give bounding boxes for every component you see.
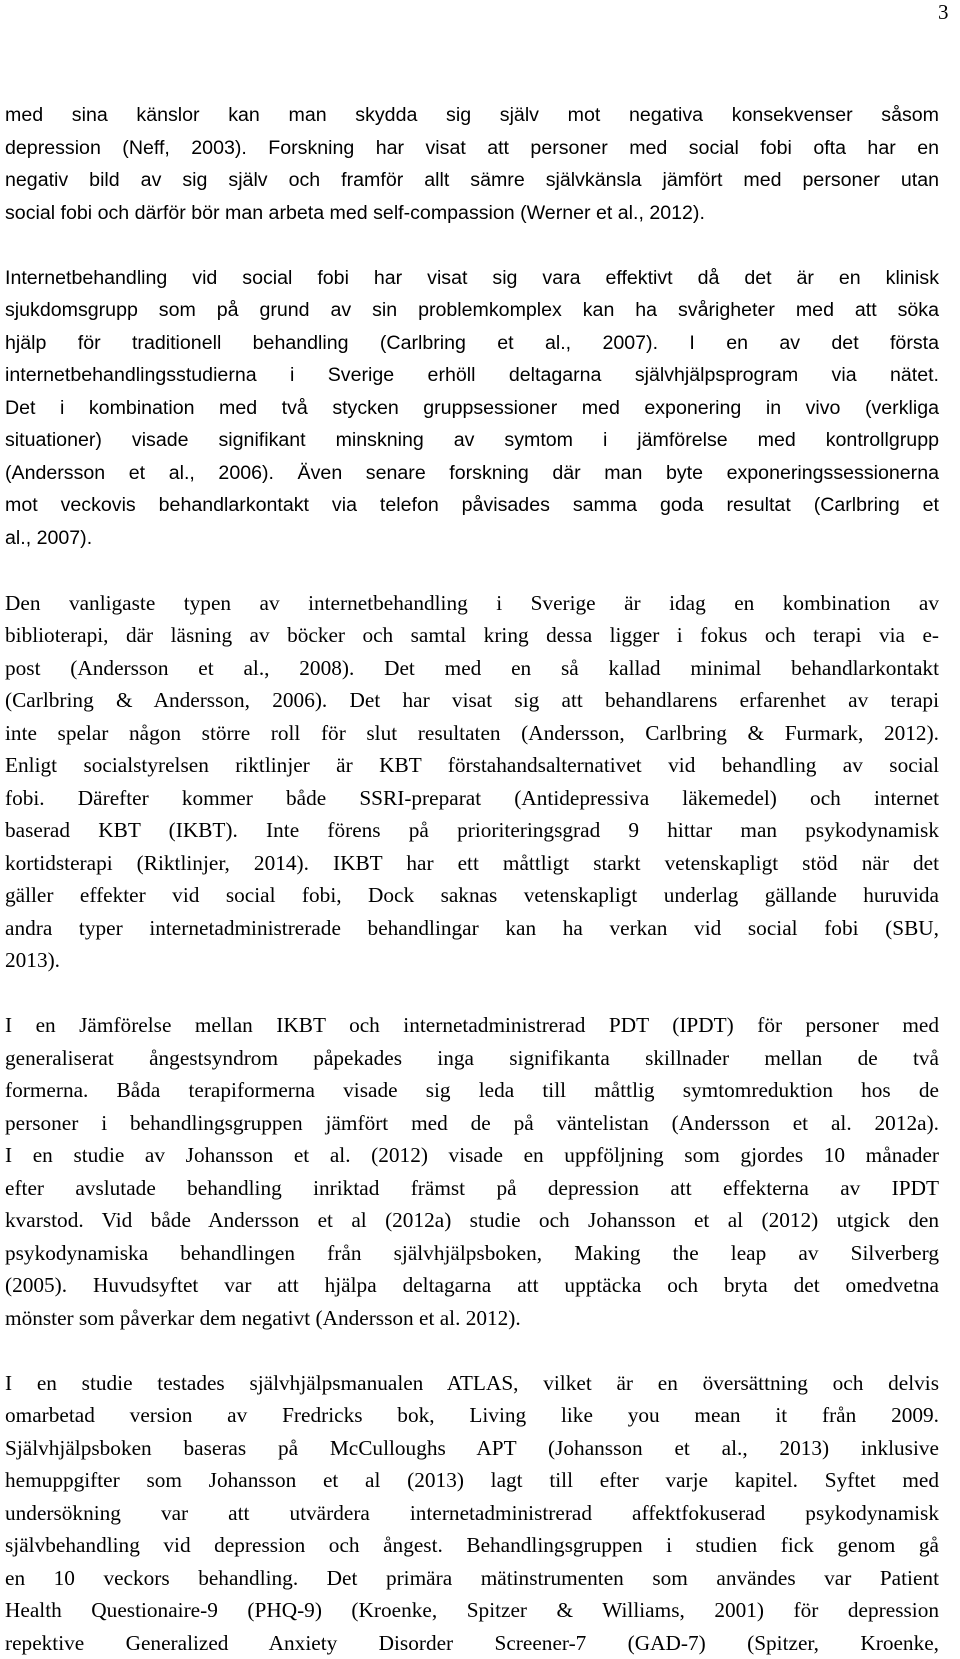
text-line: en 10 veckors behandling. Det primära mätinstrumenten som användes var Patient bbox=[5, 1562, 939, 1595]
document-body bbox=[5, 99, 939, 1659]
text-line: omarbetad version av Fredricks bok, Living like you mean it från 2009. bbox=[5, 1399, 939, 1432]
text-line: kortidsterapi (Riktlinjer, 2014). IKBT har ett måttligt starkt vetenskapligt stöd när det bbox=[5, 847, 939, 880]
paragraph-4 bbox=[5, 1009, 939, 1334]
text-line: al., 2007). bbox=[5, 522, 939, 555]
text-line: social fobi och därför bör man arbeta med self-compassion (Werner et al., 2012). bbox=[5, 197, 939, 230]
text-line: kvarstod. Vid både Andersson et al (2012a) studie och Johansson et al (2012) utgick den bbox=[5, 1204, 939, 1237]
text-line: (Andersson et al., 2006). Även senare forskning där man byte exponeringssessionerna bbox=[5, 457, 939, 490]
paragraph-5 bbox=[5, 1367, 939, 1659]
text-line: Health Questionaire-9 (PHQ-9) (Kroenke, Spitzer & Williams, 2001) för depression bbox=[5, 1594, 939, 1627]
text-line: sjukdomsgrupp som på grund av sin problemkomplex kan ha svårigheter med att söka bbox=[5, 294, 939, 327]
text-line: biblioterapi, där läsning av böcker och samtal kring dessa ligger i fokus och terapi via e- bbox=[5, 619, 939, 652]
text-line: andra typer internetadministrerade behandlingar kan ha verkan vid social fobi (SBU, bbox=[5, 912, 939, 945]
text-line: Internetbehandling vid social fobi har visat sig vara effektivt då det är en klinisk bbox=[5, 262, 939, 295]
text-line: självbehandling vid depression och ångest. Behandlingsgruppen i studien fick genom gå bbox=[5, 1529, 939, 1562]
text-line: Enligt socialstyrelsen riktlinjer är KBT förstahandsalternativet vid behandling av social bbox=[5, 749, 939, 782]
text-line: Det i kombination med två stycken gruppsessioner med exponering in vivo (verkliga bbox=[5, 392, 939, 425]
text-line: efter avslutade behandling inriktad främst på depression att effekterna av IPDT bbox=[5, 1172, 939, 1205]
text-line: mot veckovis behandlarkontakt via telefon påvisades samma goda resultat (Carlbring et bbox=[5, 489, 939, 522]
text-line: 2013). bbox=[5, 944, 939, 977]
text-line: post (Andersson et al., 2008). Det med en så kallad minimal behandlarkontakt bbox=[5, 652, 939, 685]
text-line: repektive Generalized Anxiety Disorder Screener-7 (GAD-7) (Spitzer, Kroenke, bbox=[5, 1627, 939, 1659]
text-line: med sina känslor kan man skydda sig själv mot negativa konsekvenser såsom bbox=[5, 99, 939, 132]
text-line: negativ bild av sig själv och framför allt sämre självkänsla jämfört med personer utan bbox=[5, 164, 939, 197]
text-line: I en studie testades självhjälpsmanualen ATLAS, vilket är en översättning och delvis bbox=[5, 1367, 939, 1400]
text-line: depression (Neff, 2003). Forskning har visat att personer med social fobi ofta har en bbox=[5, 132, 939, 165]
text-line: undersökning var att utvärdera internetadministrerad affektfokuserad psykodynamisk bbox=[5, 1497, 939, 1530]
text-line: baserad KBT (IKBT). Inte förens på prioriteringsgrad 9 hittar man psykodynamisk bbox=[5, 814, 939, 847]
text-line: formerna. Båda terapiformerna visade sig leda till måttlig symtomreduktion hos de bbox=[5, 1074, 939, 1107]
text-line: hemuppgifter som Johansson et al (2013) lagt till efter varje kapitel. Syftet med bbox=[5, 1464, 939, 1497]
text-line: Självhjälpsboken baseras på McCulloughs APT (Johansson et al., 2013) inklusive bbox=[5, 1432, 939, 1465]
text-line: (Carlbring & Andersson, 2006). Det har visat sig att behandlarens erfarenhet av terapi bbox=[5, 684, 939, 717]
text-line: gäller effekter vid social fobi, Dock saknas vetenskapligt underlag gällande huruvida bbox=[5, 879, 939, 912]
text-line: (2005). Huvudsyftet var att hjälpa deltagarna att upptäcka och bryta det omedvetna bbox=[5, 1269, 939, 1302]
text-line: situationer) visade signifikant minskning av symtom i jämförelse med kontrollgrupp bbox=[5, 424, 939, 457]
paragraph-2 bbox=[5, 262, 939, 555]
text-line: I en studie av Johansson et al. (2012) visade en uppföljning som gjordes 10 månader bbox=[5, 1139, 939, 1172]
text-line: internetbehandlingsstudierna i Sverige erhöll deltagarna självhjälpsprogram via nätet. bbox=[5, 359, 939, 392]
text-line: hjälp för traditionell behandling (Carlbring et al., 2007). I en av det första bbox=[5, 327, 939, 360]
text-line: I en Jämförelse mellan IKBT och internetadministrerad PDT (IPDT) för personer med bbox=[5, 1009, 939, 1042]
page-number: 3 bbox=[938, 0, 949, 24]
paragraph-1 bbox=[5, 99, 939, 229]
paragraph-3 bbox=[5, 587, 939, 977]
text-line: Den vanligaste typen av internetbehandling i Sverige är idag en kombination av bbox=[5, 587, 939, 620]
text-line: fobi. Därefter kommer både SSRI-preparat (Antidepressiva läkemedel) och internet bbox=[5, 782, 939, 815]
text-line: inte spelar någon större roll för slut resultaten (Andersson, Carlbring & Furmark, 2012). bbox=[5, 717, 939, 750]
text-line: psykodynamiska behandlingen från självhjälpsboken, Making the leap av Silverberg bbox=[5, 1237, 939, 1270]
text-line: mönster som påverkar dem negativt (Andersson et al. 2012). bbox=[5, 1302, 939, 1335]
text-line: personer i behandlingsgruppen jämfört med de på väntelistan (Andersson et al. 2012a). bbox=[5, 1107, 939, 1140]
text-line: generaliserat ångestsyndrom påpekades inga signifikanta skillnader mellan de två bbox=[5, 1042, 939, 1075]
